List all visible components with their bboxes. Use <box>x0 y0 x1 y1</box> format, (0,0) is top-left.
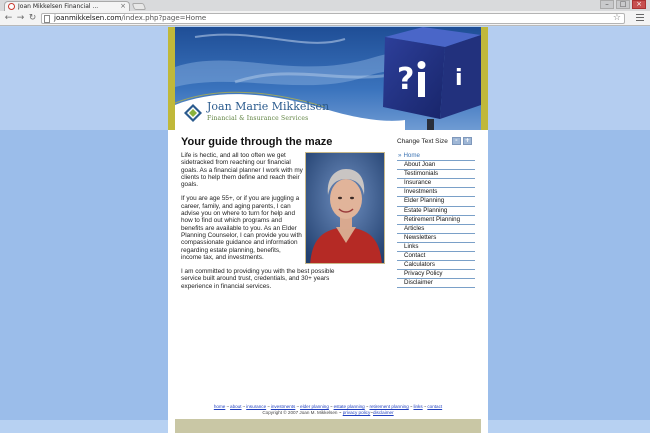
sidebar-item-newsletters[interactable]: Newsletters <box>397 234 475 243</box>
text-size-label: Change Text Size <box>397 137 448 145</box>
browser-toolbar <box>0 11 650 26</box>
sidebar-item-home[interactable]: » Home <box>397 152 475 161</box>
services-paragraph: If you are age 55+, or if you are juggling a career, family, and aging parents, I can advise you on where to turn for help and how to find out which programs and benefits are available to you. As an Elder Planning Counselor, I can provide you with compassionate guidance and information regarding estate planning, benefits, income tax, and investments. <box>181 195 302 261</box>
sidebar-item-elder-planning[interactable]: Elder Planning <box>397 197 475 206</box>
copyright-line: Copyright © 2007 Joan M. Mikkelsen ~ privacy policy~disclaimer <box>262 410 394 415</box>
portrait-image <box>306 153 385 264</box>
address-bar[interactable] <box>41 13 625 24</box>
sidebar-nav <box>397 152 475 288</box>
tab-title: Joan Mikkelsen Financial ... <box>18 3 99 10</box>
bookmark-star-icon[interactable]: ☆ <box>612 13 621 23</box>
minimize-button[interactable]: – <box>600 0 614 9</box>
footer-link-links[interactable]: links <box>413 404 423 409</box>
intro-paragraph: Life is hectic, and all too often we get sidetracked from reaching our financial goals. As a financial planner I work with my clients to help them define and reach their goals. <box>181 152 303 189</box>
logo-diamond-icon <box>184 104 202 122</box>
decrease-text-size-button[interactable]: - <box>452 137 461 145</box>
footer-link-home[interactable]: home <box>213 404 226 409</box>
sidebar-item-insurance[interactable]: Insurance <box>397 179 475 188</box>
sidebar-item-links[interactable]: Links <box>397 243 475 252</box>
maximize-button[interactable]: □ <box>616 0 630 9</box>
sidebar-item-privacy-policy[interactable]: Privacy Policy <box>397 270 475 279</box>
page-heading: Your guide through the maze <box>181 136 333 148</box>
svg-text:?: ? <box>397 62 415 97</box>
window-controls <box>600 0 646 9</box>
footer-link-about[interactable]: about <box>230 404 242 409</box>
footer-link-retirement-planning[interactable]: retirement planning <box>369 404 409 409</box>
footer-links: home~about~insurance~investments~elder planning~estate planning~retirement planning~links~contact <box>213 404 443 409</box>
copyright-text: Copyright © 2007 Joan M. Mikkelsen ~ <box>262 410 342 415</box>
footer-link-investments[interactable]: investments <box>270 404 296 409</box>
footer-link-estate-planning[interactable]: estate planning <box>333 404 365 409</box>
browser-menu-icon[interactable] <box>636 14 644 22</box>
sidebar-item-contact[interactable]: Contact <box>397 252 475 261</box>
sidebar-item-estate-planning[interactable]: Estate Planning <box>397 207 475 216</box>
url-path: /index.php?page=Home <box>121 14 207 22</box>
reload-button[interactable]: ↻ <box>28 13 37 23</box>
current-page-arrow-icon: » <box>398 152 402 159</box>
footer-link-elder-planning[interactable]: elder planning <box>300 404 329 409</box>
svg-text:i: i <box>455 66 463 91</box>
logo-tagline: Financial & Insurance Services <box>207 115 309 122</box>
url-host: joanmikkelsen.com <box>54 14 122 22</box>
tab-close-icon[interactable]: × <box>120 2 126 10</box>
logo-name: Joan Marie Mikkelsen <box>207 100 330 113</box>
footer-link-insurance[interactable]: insurance <box>246 404 267 409</box>
close-window-button[interactable]: × <box>632 0 646 9</box>
page-icon <box>44 15 50 23</box>
footer-link-privacy-policy[interactable]: privacy policy <box>342 410 371 415</box>
header-border-left <box>168 27 175 130</box>
browser-tab[interactable] <box>4 1 130 11</box>
forward-button[interactable]: → <box>16 13 25 23</box>
browser-tab-strip <box>0 0 650 11</box>
footer-link-disclaimer[interactable]: disclaimer <box>372 410 394 415</box>
main-content <box>181 152 335 297</box>
new-tab-button[interactable] <box>132 3 147 10</box>
sidebar-item-articles[interactable]: Articles <box>397 225 475 234</box>
increase-text-size-button[interactable]: + <box>464 137 470 144</box>
sidebar-item-disclaimer[interactable]: Disclaimer <box>397 279 475 288</box>
url-text <box>54 14 206 23</box>
commitment-paragraph: I am committed to providing you with the best possible service built around trust, credentials, and 30+ years experience in financial services. <box>181 268 335 290</box>
sidebar-item-testimonials[interactable]: Testimonials <box>397 170 475 179</box>
text-size-control <box>397 137 472 145</box>
header-border-right <box>481 27 488 130</box>
sidebar-item-investments[interactable]: Investments <box>397 188 475 197</box>
footer-bar <box>175 419 481 433</box>
footer-link-contact[interactable]: contact <box>427 404 443 409</box>
back-button[interactable]: ← <box>4 13 13 23</box>
sidebar-item-retirement-planning[interactable]: Retirement Planning <box>397 216 475 225</box>
portrait-photo <box>305 152 385 264</box>
site-favicon-icon <box>8 3 15 10</box>
sidebar-item-about-joan[interactable]: About Joan <box>397 161 475 170</box>
sidebar-item-calculators[interactable]: Calculators <box>397 261 475 270</box>
